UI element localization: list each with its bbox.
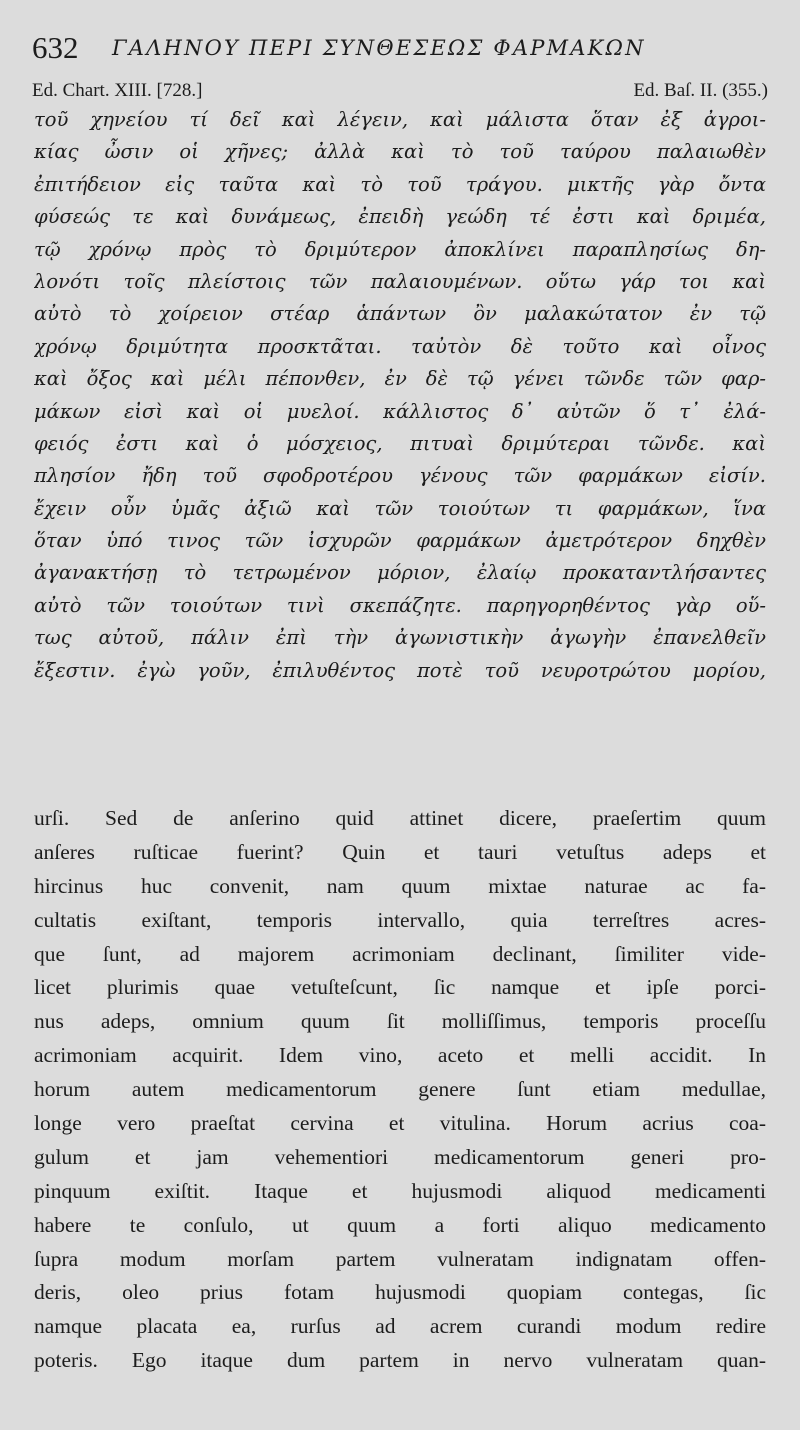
- greek-text-line: καὶ ὄξος καὶ μέλι πέπονθεν, ἐν δὲ τῷ γένει τῶνδε τῶν φαρ-: [34, 367, 766, 391]
- greek-text-line: φειός ἐστι καὶ ὁ μόσχειος, πιτυαὶ δριμύτεραι τῶνδε. καὶ: [34, 431, 766, 455]
- latin-text-line: hircinus huc convenit, nam quum mixtae naturae ac fa-: [34, 873, 766, 898]
- greek-text-line: αὐτὸ τὸ χοίρειον στέαρ ἁπάντων ὂν μαλακώτατον ἐν τῷ: [34, 302, 766, 326]
- greek-text-line: ἀγανακτήσῃ τὸ τετρωμένον μόριον, ἐλαίῳ προκαταντλήσαντες: [34, 561, 766, 585]
- greek-text-line: χρόνῳ δριμύτητα προσκτᾶται. ταὐτὸν δὲ τοῦτο καὶ οἶνος: [34, 334, 766, 358]
- greek-text-line: φύσεώς τε καὶ δυνάμεως, ἐπειδὴ γεώδη τέ ἐστι καὶ δριμέα,: [34, 205, 766, 229]
- edition-ref-basel: Ed. Baſ. II. (355.): [633, 80, 768, 101]
- edition-references: [32, 78, 768, 104]
- latin-text-line: deris, oleo prius fotam hujusmodi quopiam contegas, ſic: [34, 1280, 766, 1305]
- running-head: [30, 30, 770, 66]
- latin-text-line: namque placata ea, rurſus ad acrem curandi modum redire: [34, 1314, 766, 1339]
- page-number: 632: [32, 30, 79, 65]
- greek-text-line: τῷ χρόνῳ πρὸς τὸ δριμύτερον ἀποκλίνει παραπλησίως δη-: [34, 237, 766, 261]
- latin-text-line: ſupra modum morſam partem vulneratam indignatam offen-: [34, 1246, 766, 1271]
- greek-text-line: κίας ὦσιν οἱ χῆνες; ἀλλὰ καὶ τὸ τοῦ ταύρου παλαιωθὲν: [34, 140, 766, 164]
- latin-text-block: [34, 802, 766, 1378]
- greek-text-line: ἐπιτήδειον εἰς ταῦτα καὶ τὸ τοῦ τράγου. μικτῆς γὰρ ὄντα: [34, 172, 766, 196]
- latin-text-line: gulum et jam vehementiori medicamentorum generi pro-: [34, 1144, 766, 1169]
- latin-text-line: anſeres ruſticae fuerint? Quin et tauri vetuſtus adeps et: [34, 839, 766, 864]
- greek-text-line: ἔξεστιν. ἐγὼ γοῦν, ἐπιλυθέντος ποτὲ τοῦ νευροτρώτου μορίου,: [34, 658, 766, 682]
- latin-text-line: nus adeps, omnium quum ſit molliſſimus, temporis proceſſu: [34, 1009, 766, 1034]
- latin-text-line: que ſunt, ad majorem acrimoniam declinant, ſimiliter vide-: [34, 941, 766, 966]
- greek-text-line: λονότι τοῖς πλείστοις τῶν παλαιουμένων. οὕτω γάρ τοι καὶ: [34, 269, 766, 293]
- latin-text-line: cultatis exiſtant, temporis intervallo, quia terreſtres acres-: [34, 907, 766, 932]
- greek-text-line: τοῦ χηνείου τί δεῖ καὶ λέγειν, καὶ μάλιστα ὅταν ἐξ ἀγροι-: [34, 108, 766, 131]
- latin-text-line: habere te conſulo, ut quum a forti aliquo medicamento: [34, 1212, 766, 1237]
- latin-text-line: acrimoniam acquirit. Idem vino, aceto et melli accidit. In: [34, 1043, 766, 1068]
- running-title: ΓΑΛΗΝΟΥ ΠΕΡΙ ΣΥΝΘΕΣΕΩΣ ΦΑΡΜΑΚΩΝ: [112, 36, 646, 60]
- latin-text-line: pinquum exiſtit. Itaque et hujusmodi aliquod medicamenti: [34, 1178, 766, 1203]
- greek-text-line: ἔχειν οὖν ὑμᾶς ἀξιῶ καὶ τῶν τοιούτων τι φαρμάκων, ἵνα: [34, 496, 766, 520]
- latin-text-line: horum autem medicamentorum genere ſunt etiam medullae,: [34, 1077, 766, 1102]
- greek-text-block: [34, 104, 766, 687]
- greek-text-line: μάκων εἰσὶ καὶ οἱ μυελοί. κάλλιστος δ᾽ αὐτῶν ὅ τ᾽ ἐλά-: [34, 399, 766, 423]
- edition-ref-chartier: Ed. Chart. XIII. [728.]: [32, 80, 203, 101]
- greek-text-line: ὅταν ὑπό τινος τῶν ἰσχυρῶν φαρμάκων ἀμετρότερον δηχθὲν: [34, 529, 766, 553]
- greek-text-line: αὐτὸ τῶν τοιούτων τινὶ σκεπάζητε. παρηγορηθέντος γὰρ οὕ-: [34, 593, 766, 617]
- greek-text-line: τως αὐτοῦ, πάλιν ἐπὶ τὴν ἀγωνιστικὴν ἀγωγὴν ἐπανελθεῖν: [34, 626, 766, 650]
- latin-text-line: longe vero praeſtat cervina et vitulina. Horum acrius coa-: [34, 1111, 766, 1136]
- latin-text-line: licet plurimis quae vetuſteſcunt, ſic namque et ipſe porci-: [34, 975, 766, 1000]
- latin-text-line: urſi. Sed de anſerino quid attinet dicere, praeſertim quum: [34, 806, 766, 830]
- greek-text-line: πλησίον ἤδη τοῦ σφοδροτέρου γένους τῶν φαρμάκων εἰσίν.: [34, 464, 766, 488]
- latin-text-line: poteris. Ego itaque dum partem in nervo vulneratam quan-: [34, 1348, 766, 1373]
